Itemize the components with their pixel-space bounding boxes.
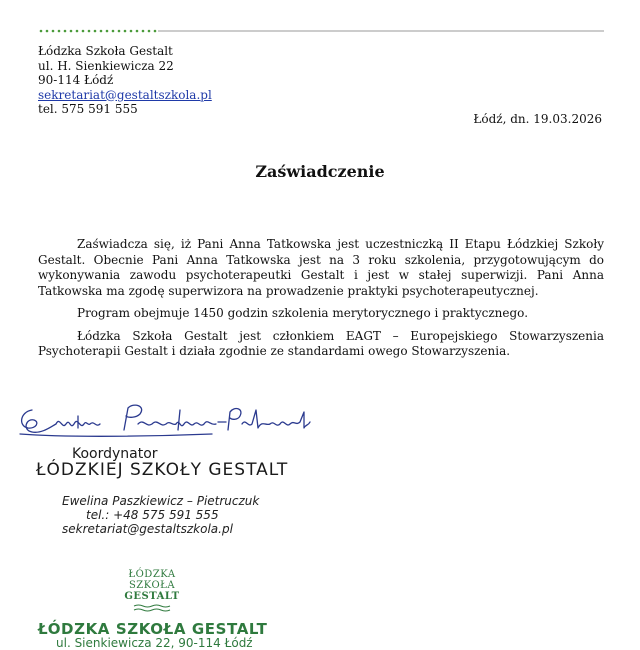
header-dot [124,30,127,33]
header-dot [118,30,121,33]
header-dot [154,30,157,33]
body-paragraph: Zaświadcza się, iż Pani Anna Tatkowska jest uczestniczką II Etapu Łódzkiej Szkoły Gestalt. Obecnie Pani Anna Tatkowska jest na 3 roku szkolenia, przygotowującym do wykonywania zawodu psychoterapeutki Gestalt i jest w stałej superwizji. Pani Anna Tatkowska ma zgodę superwizora na prowadzenie praktyki psychoterapeutycznej. [38,237,604,298]
header-dot [94,30,97,33]
header-dot [70,30,73,33]
sender-address-block [38,44,212,117]
logo-line: GESTALT [124,591,180,602]
header-dot [64,30,67,33]
stamp-email: sekretariat@gestaltszkola.pl [62,522,233,536]
document-title: Zaświadczenie [255,162,385,181]
sender-phone: tel. 575 591 555 [38,102,138,116]
stamp-organization: ŁÓDZKIEJ SZKOŁY GESTALT [36,460,289,480]
logo-line: SZKOŁA [128,580,176,591]
stamp-coordinator-name: Ewelina Paszkiewicz – Pietruczuk [62,494,260,508]
sender-postal-city: 90-114 Łódź [38,73,114,87]
header-rule [38,29,604,33]
logo-line: ŁÓDZKA [128,569,176,580]
sender-organization: Łódzka Szkoła Gestalt [38,44,173,58]
header-dot [76,30,79,33]
body-paragraph: Łódzka Szkoła Gestalt jest członkiem EAGT – Europejskiego Stowarzyszenia Psychoterapii Gestalt i działa zgodnie ze standardami owego Stowarzyszenia. [38,328,604,358]
school-logo [120,566,184,614]
header-dot [130,30,133,33]
sender-email-link[interactable]: sekretariat@gestaltszkola.pl [38,87,212,102]
date-line: Łódź, dn. 19.03.2026 [473,112,602,126]
header-dot [88,30,91,33]
stamp-phone: tel.: +48 575 591 555 [86,508,219,522]
handwritten-signature [12,396,312,442]
stamp-green-address: ul. Sienkiewicza 22, 90-114 Łódź [56,636,253,650]
header-dot [106,30,109,33]
coordinator-stamp [0,440,330,650]
header-dot [100,30,103,33]
stamp-green-organization: ŁÓDZKA SZKOŁA GESTALT [38,620,268,638]
header-dot [46,30,49,33]
logo-waves-icon [134,604,170,612]
header-dot [82,30,85,33]
header-dot [142,30,145,33]
document-body [38,237,604,367]
header-dot [40,30,43,33]
sender-street: ul. H. Sienkiewicza 22 [38,58,174,73]
header-dot [52,30,55,33]
header-dot [148,30,151,33]
stamp-role: Koordynator [72,446,158,462]
body-paragraph: Program obejmuje 1450 godzin szkolenia merytorycznego i praktycznego. [77,306,529,320]
header-dot [136,30,139,33]
header-dot [112,30,115,33]
header-dot [58,30,61,33]
